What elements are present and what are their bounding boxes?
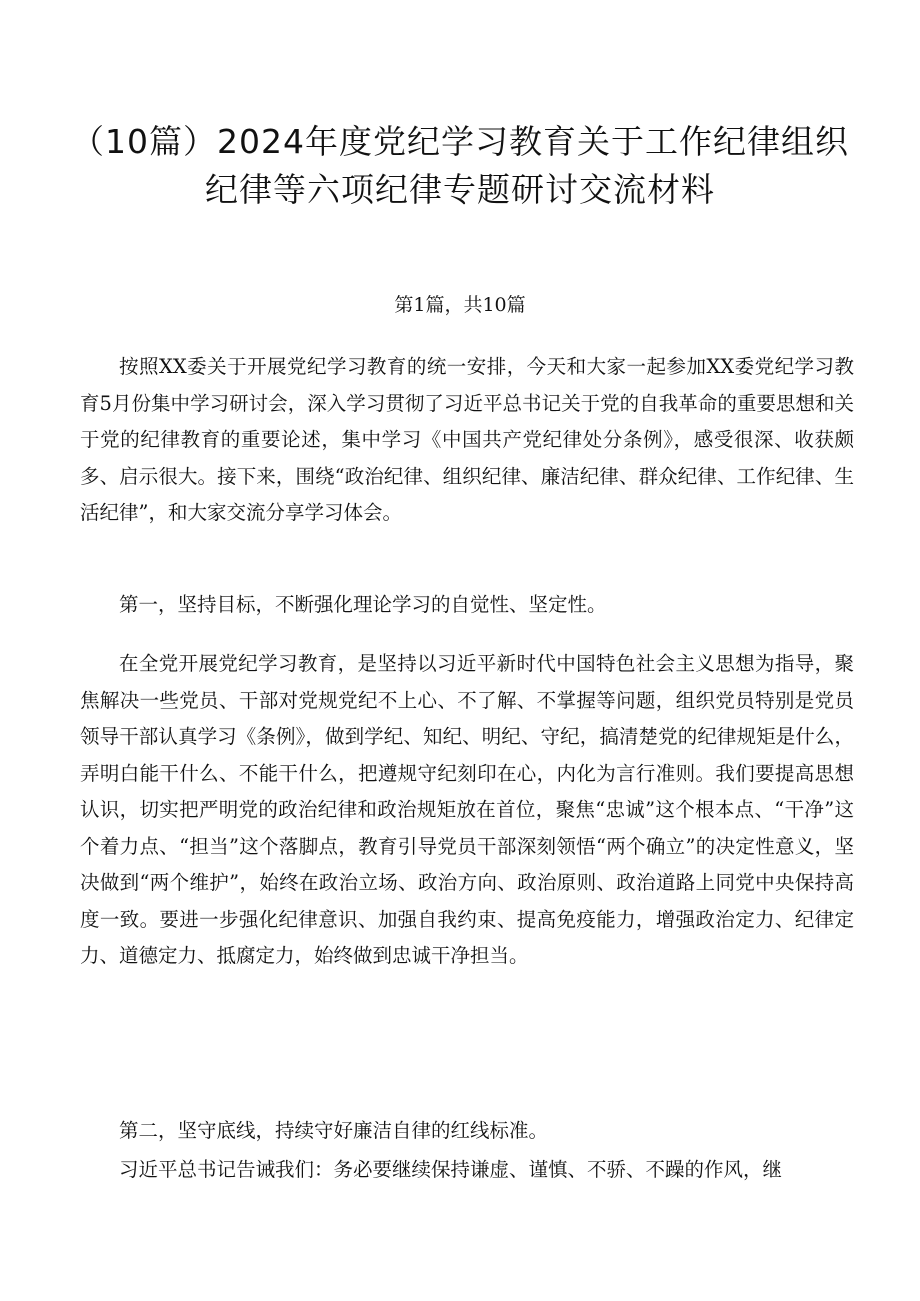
- section-heading-2: 第二，坚守底线，持续守好廉洁自律的红线标准。: [119, 1119, 549, 1142]
- document-subtitle: 第1篇，共10篇: [394, 294, 526, 316]
- section-heading-1: 第一，坚持目标，不断强化理论学习的自觉性、坚定性。: [119, 593, 607, 616]
- document-title: [60, 118, 860, 214]
- paragraph-section-2: 习近平总书记告诫我们：务必要继续保持谦虚、谨慎、不骄、不躁的作风，继: [119, 1158, 783, 1181]
- paragraph-intro: 按照XX委关于开展党纪学习教育的统一安排，今天和大家一起参加XX委党纪学习教育5月份集中学习研讨会，深入学习贯彻了习近平总书记关于党的自我革命的重要思想和关于党的纪律教育的重要论述，集中学习《中国共产党纪律处分条例》，感受很深、收获颇多、启示很大。接下来，围绕“政治纪律、组织纪律、廉洁纪律、群众纪律、工作纪律、生活纪律”，和大家交流分享学习体会。: [80, 355, 854, 524]
- paragraph-section-1: 在全党开展党纪学习教育，是坚持以习近平新时代中国特色社会主义思想为指导，聚焦解决一些党员、干部对党规党纪不上心、不了解、不掌握等问题，组织党员特别是党员领导干部认真学习《条例》，做到学纪、知纪、明纪、守纪，搞清楚党的纪律规矩是什么，弄明白能干什么、不能干什么，把遵规守纪刻印在心，内化为言行准则。我们要提高思想认识，切实把严明党的政治纪律和政治规矩放在首位，聚焦“忠诚”这个根本点、“干净”这个着力点、“担当”这个落脚点，教育引导党员干部深刻领悟“两个确立”的决定性意义，坚决做到“两个维护”，始终在政治立场、政治方向、政治原则、政治道路上同党中央保持高度一致。要进一步强化纪律意识、加强自我约束、提高免疫能力，增强政治定力、纪律定力、道德定力、抵腐定力，始终做到忠诚干净担当。: [80, 652, 854, 967]
- title-line-2: 纪律等六项纪律专题研讨交流材料: [205, 170, 715, 209]
- title-line-1: （10篇）2024年度党纪学习教育关于工作纪律组织: [71, 122, 849, 161]
